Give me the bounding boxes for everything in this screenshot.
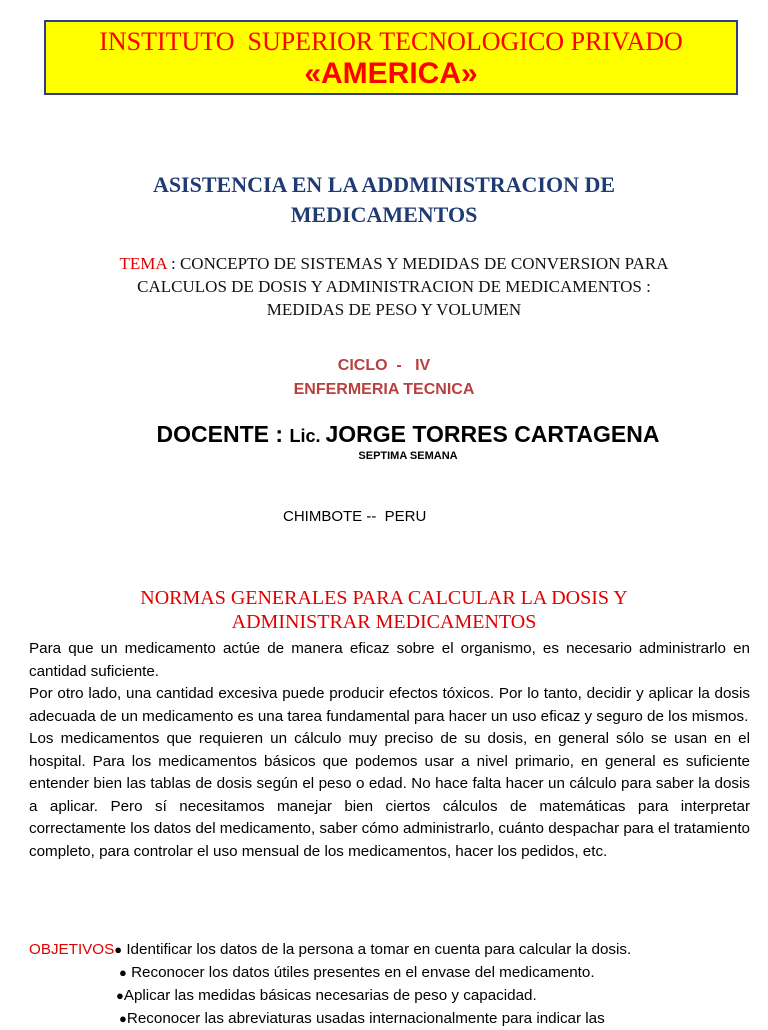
teacher-title: Lic. — [289, 426, 326, 446]
paragraph: Para que un medicamento actúe de manera eficaz sobre el organismo, es necesario administrarlo en cantidad suficiente. — [29, 640, 750, 680]
week-label: SEPTIMA SEMANA — [358, 450, 458, 462]
objective-text: Identificar los datos de la persona a tomar en cuenta para calcular la dosis. — [122, 941, 632, 958]
teacher-name: JORGE TORRES CARTAGENA — [325, 421, 660, 447]
program-label: ENFERMERIA TECNICA — [293, 381, 475, 398]
course-title — [60, 170, 708, 230]
bullet-icon: ● — [114, 942, 123, 957]
objective-item — [29, 1007, 754, 1030]
objectives-label: OBJETIVOS — [29, 941, 115, 958]
bullet-icon: ● — [119, 1011, 127, 1026]
topic-label: TEMA — [119, 254, 167, 273]
bullet-icon: ● — [119, 965, 127, 980]
institute-banner — [44, 20, 738, 95]
objective-text: Reconocer las abreviaturas usadas internacionalmente para indicar las — [126, 1010, 605, 1027]
paragraph: Los medicamentos que requieren un cálculo muy preciso de su dosis, en general sólo se usan en el hospital. Para los medicamentos básicos que podemos usar a nivel primario, en general es suficiente entender bien las tablas de dosis según el peso o edad. No hace falta hacer un cálculo para saber la dosis a aplicar. Pero sí necesitamos manejar bien ciertos cálculos de matemáticas para interpretar correctamente los datos del medicamento, saber cómo administrarlo, cuánto despachar para el tratamiento completo, para controlar el uso mensual de los medicamentos, hacer los pedidos, etc. — [29, 730, 750, 860]
course-title-line2: MEDICAMENTOS — [290, 202, 478, 227]
topic-line2: CALCULOS DE DOSIS Y ADMINISTRACION DE MEDICAMENTOS : — [137, 277, 651, 296]
section-heading-line1: NORMAS GENERALES PARA CALCULAR LA DOSIS Y — [140, 587, 628, 609]
city-label: CHIMBOTE -- PERU — [283, 508, 427, 525]
course-title-line1: ASISTENCIA EN LA ADDMINISTRACION DE — [152, 172, 616, 197]
section-heading-line2: ADMINISTRAR MEDICAMENTOS — [231, 611, 537, 633]
body-paragraphs — [29, 638, 750, 863]
topic-line3: MEDIDAS DE PESO Y VOLUMEN — [266, 300, 522, 319]
objective-text: Aplicar las medidas básicas necesarias de peso y capacidad. — [123, 987, 537, 1004]
section-heading — [40, 586, 728, 634]
objective-item — [29, 938, 754, 961]
topic-line1: : CONCEPTO DE SISTEMAS Y MEDIDAS DE CONVERSION PARA — [166, 254, 669, 273]
cycle-block — [0, 354, 768, 402]
objective-item — [29, 984, 754, 1007]
bullet-icon: ● — [116, 988, 124, 1003]
paragraph: Por otro lado, una cantidad excesiva puede producir efectos tóxicos. Por lo tanto, decidir y aplicar la dosis adecuada de un medicamento es una tarea fundamental para hacer un uso eficaz y seguro de los mismos. — [29, 685, 750, 725]
teacher-line — [0, 420, 768, 450]
objective-item — [29, 961, 754, 984]
topic-block — [60, 252, 728, 321]
cycle-label: CICLO - IV — [337, 357, 431, 374]
institute-brand: «AMERICA» — [304, 57, 478, 90]
teacher-label: DOCENTE — [156, 421, 269, 447]
teacher-separator: : — [269, 421, 290, 447]
objectives-block — [29, 938, 754, 1030]
objective-text: Reconocer los datos útiles presentes en el envase del medicamento. — [126, 964, 595, 981]
institute-name: INSTITUTO SUPERIOR TECNOLOGICO PRIVADO — [99, 27, 683, 56]
